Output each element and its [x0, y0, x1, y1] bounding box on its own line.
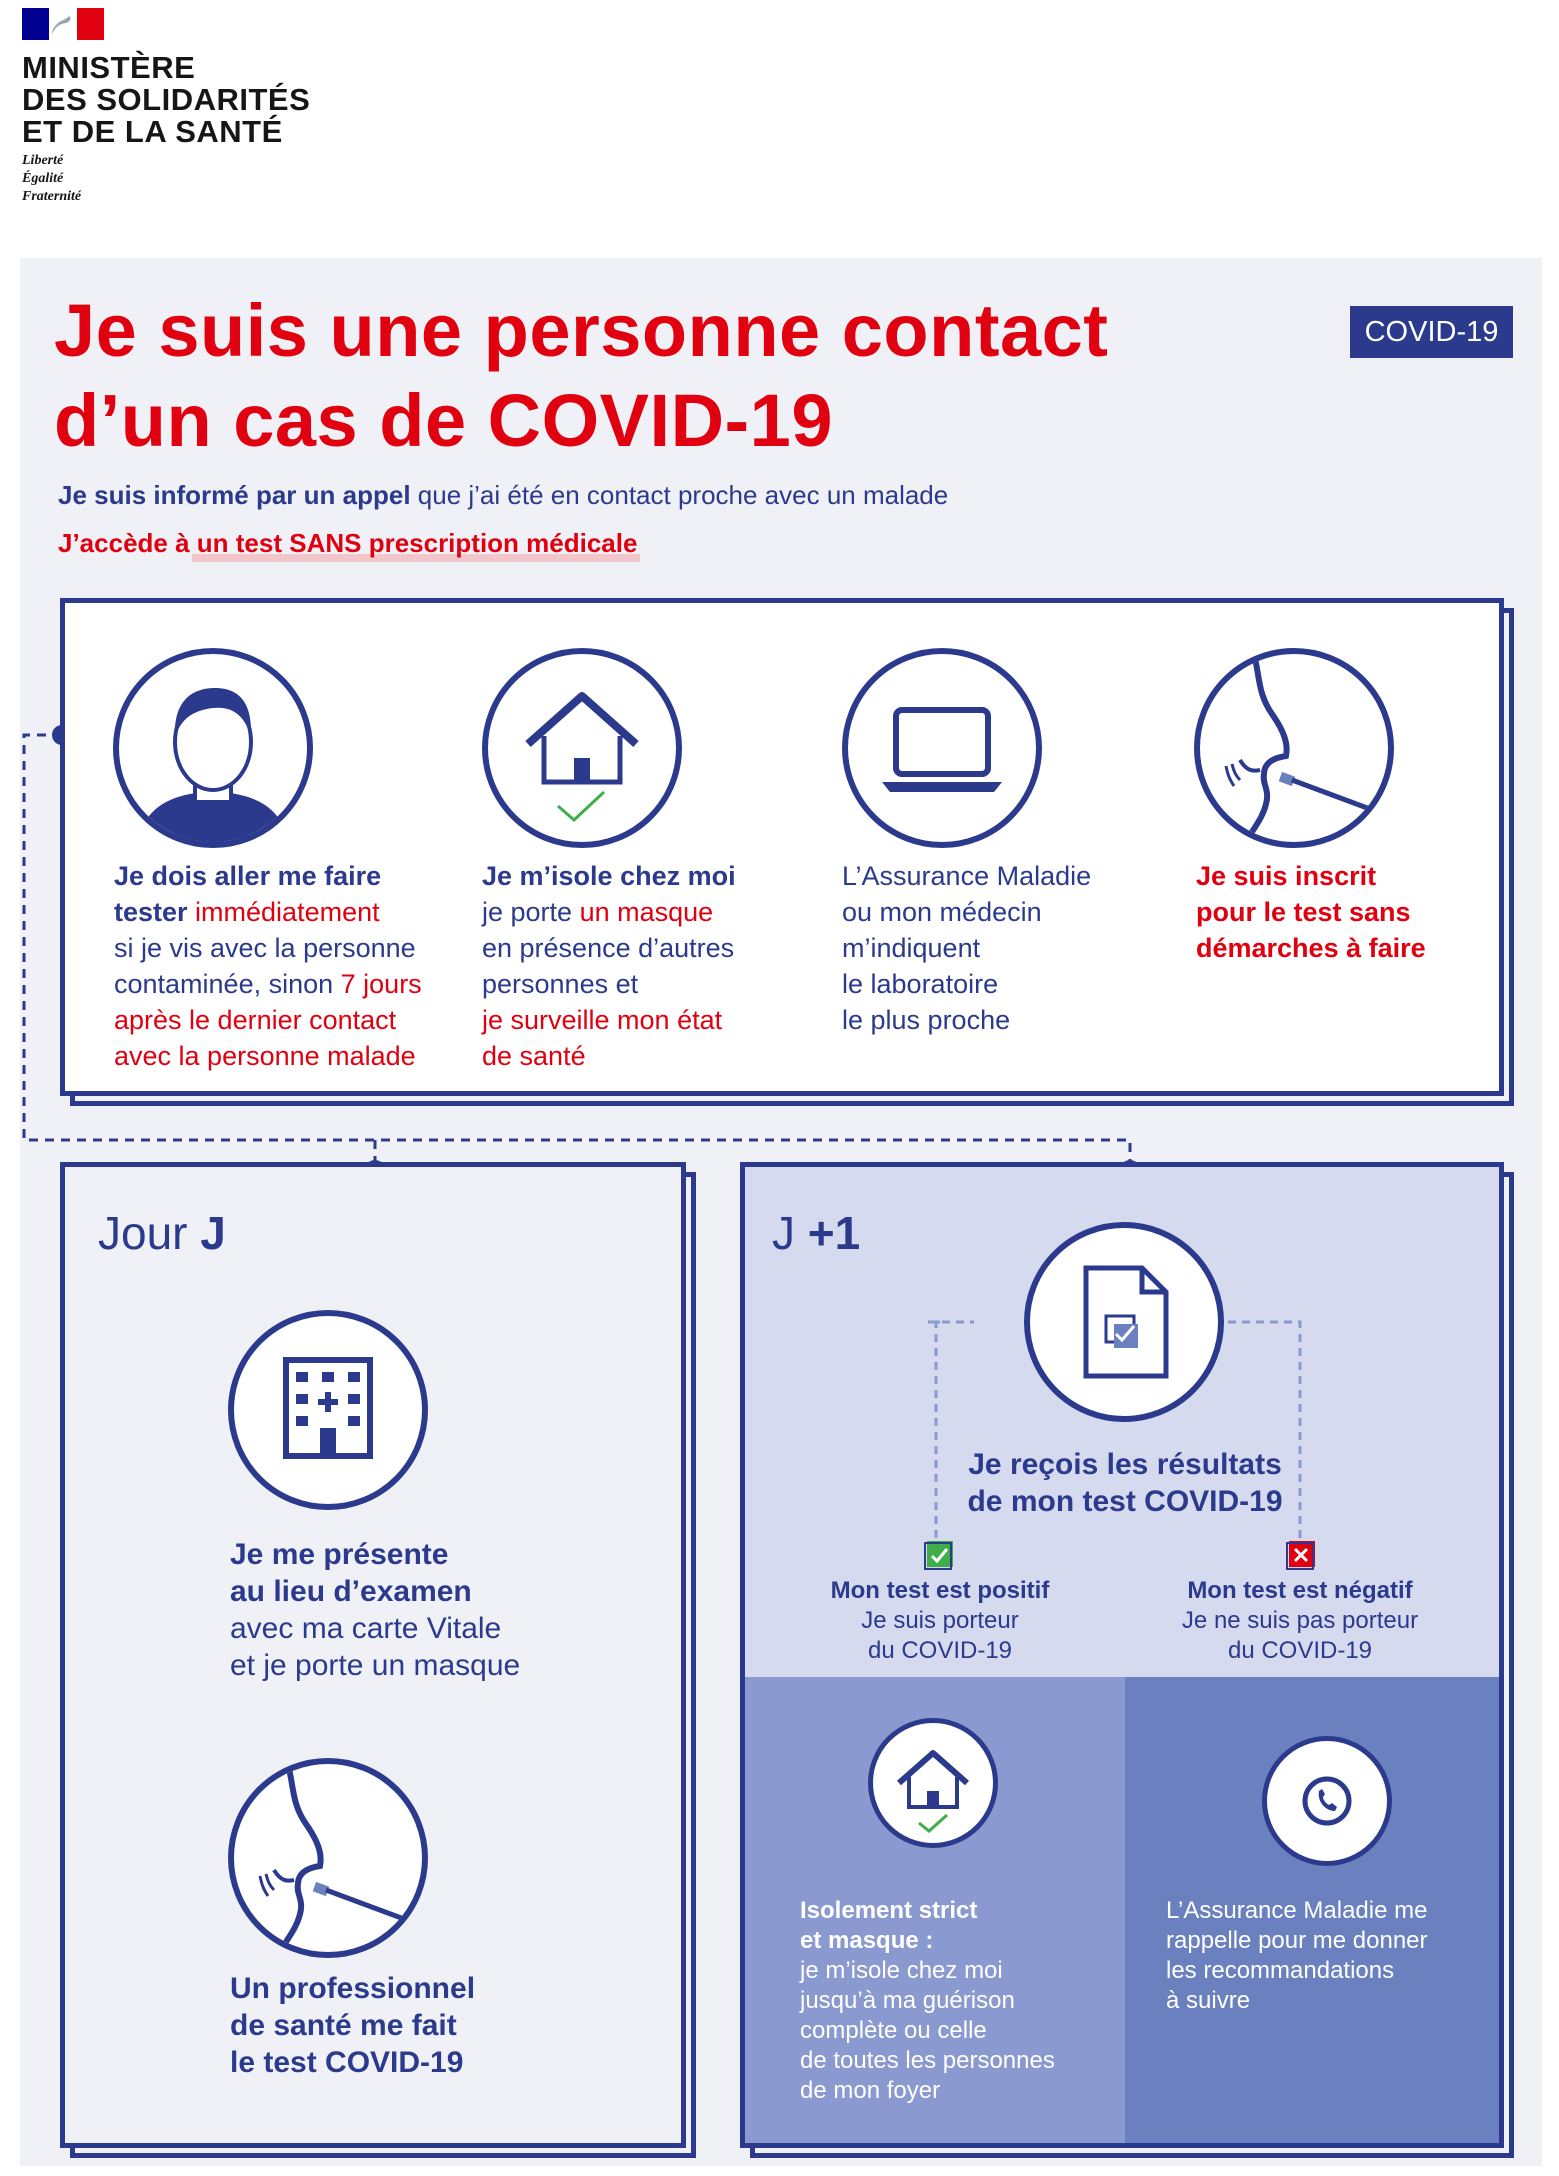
intro-line-1-bold: Je suis informé par un appel — [58, 480, 411, 510]
isolation-line-7: de mon foyer — [800, 2077, 941, 2104]
ministry-name-line-2: DES SOLIDARITÉS — [22, 82, 311, 117]
covid-tag: COVID-19 — [1350, 306, 1513, 358]
step-4-line-2: pour le test sans — [1196, 897, 1411, 927]
positive-result-text — [810, 1576, 1070, 1666]
isolation-line-6: de toutes les personnes — [800, 2047, 1055, 2074]
step-2-line-1: Je m’isole chez moi — [482, 861, 736, 891]
negative-title: Mon test est négatif — [1187, 1577, 1413, 1604]
exam-line-4: et je porte un masque — [230, 1649, 521, 1682]
step-1-line-2: tester immédiatement — [114, 897, 380, 927]
exam-line-1: Je me présente — [230, 1538, 449, 1571]
step-3-line-3: m’indiquent — [842, 933, 981, 963]
step-2-text — [482, 858, 812, 1074]
exam-line-3: avec ma carte Vitale — [230, 1612, 502, 1645]
negative-result-text — [1170, 1576, 1430, 1666]
step-4-text — [1196, 858, 1496, 966]
step-1-line-1: Je dois aller me faire — [114, 861, 382, 891]
professional-test-text — [230, 1970, 670, 2081]
negative-cross-icon — [1286, 1540, 1316, 1570]
motto-fraternite: Fraternité — [22, 189, 82, 204]
step-2-line-2: je porte un masque — [482, 897, 714, 927]
step-3-text — [842, 858, 1172, 1038]
callback-line-4: à suivre — [1166, 1987, 1251, 2014]
step-3-line-5: le plus proche — [842, 1005, 1011, 1035]
step-1-line-4: contaminée, sinon 7 jours — [114, 969, 422, 999]
callback-text — [1166, 1896, 1496, 2016]
positive-line-2: du COVID-19 — [867, 1637, 1013, 1664]
positive-line-1: Je suis porteur — [861, 1607, 1019, 1634]
isolation-line-2: et masque : — [800, 1927, 934, 1954]
day-j1-title: J +1 — [772, 1207, 861, 1259]
negative-line-2: du COVID-19 — [1227, 1637, 1373, 1664]
isolation-line-4: jusqu’à ma guérison — [800, 1987, 1015, 2014]
isolation-text — [800, 1896, 1130, 2106]
ministry-name-line-1: MINISTÈRE — [22, 50, 196, 85]
house-check-icon-2 — [868, 1718, 998, 1848]
professional-line-1: Un professionnel — [230, 1972, 476, 2005]
house-check-icon — [482, 648, 682, 848]
ministry-name-line-3: ET DE LA SANTÉ — [22, 114, 283, 149]
step-3-line-2: ou mon médecin — [842, 897, 1042, 927]
nasal-swab-icon-2 — [228, 1758, 428, 1958]
results-line-1: Je reçois les résultats — [968, 1448, 1282, 1481]
isolation-line-3: je m’isole chez moi — [800, 1957, 1003, 1984]
intro-line-1 — [58, 482, 948, 508]
callback-line-1: L’Assurance Maladie me — [1166, 1897, 1428, 1924]
professional-line-3: le test COVID-19 — [230, 2046, 464, 2079]
person-icon — [113, 648, 313, 848]
step-4-line-1: Je suis inscrit — [1196, 861, 1377, 891]
intro-line-2-a: J’accède à — [58, 528, 197, 558]
callback-line-2: rappelle pour me donner — [1166, 1927, 1428, 1954]
step-2-line-3: en présence d’autres — [482, 933, 735, 963]
republic-logo-icon — [22, 8, 104, 40]
laptop-icon — [842, 648, 1042, 848]
step-2-line-4: personnes et — [482, 969, 639, 999]
step-3-line-4: le laboratoire — [842, 969, 999, 999]
document-check-icon — [1024, 1222, 1224, 1422]
motto-liberte: Liberté — [22, 153, 64, 168]
building-icon — [228, 1310, 428, 1510]
step-1-line-5: après le dernier contact — [114, 1005, 397, 1035]
motto-egalite: Égalité — [22, 171, 64, 186]
page-title-line-1: Je suis une personne contact — [54, 289, 1109, 372]
step-4-line-3: démarches à faire — [1196, 933, 1426, 963]
negative-line-1: Je ne suis pas porteur — [1181, 1607, 1419, 1634]
nasal-swab-icon — [1194, 648, 1394, 848]
exam-line-2: au lieu d’examen — [230, 1575, 472, 1608]
step-2-line-5: je surveille mon état — [482, 1005, 723, 1035]
professional-line-2: de santé me fait — [230, 2009, 457, 2042]
step-1-line-3: si je vis avec la personne — [114, 933, 416, 963]
page-title-line-2: d’un cas de COVID-19 — [54, 379, 833, 462]
intro-line-2-b: un test SANS prescription médicale — [196, 528, 638, 558]
isolation-line-1: Isolement strict — [800, 1897, 978, 1924]
step-1-line-6: avec la personne malade — [114, 1041, 416, 1071]
intro-line-2 — [58, 530, 637, 556]
step-2-line-6: de santé — [482, 1041, 586, 1071]
step-1-text — [114, 858, 444, 1074]
step-3-line-1: L’Assurance Maladie — [842, 861, 1092, 891]
day-j-title: Jour J — [98, 1207, 226, 1259]
callback-line-3: les recommandations — [1166, 1957, 1395, 1984]
positive-title: Mon test est positif — [830, 1577, 1050, 1604]
intro-line-1-rest: que j’ai été en contact proche avec un malade — [410, 480, 949, 510]
exam-text — [230, 1536, 670, 1684]
positive-check-icon — [924, 1540, 954, 1570]
results-text — [940, 1446, 1310, 1520]
phone-icon — [1262, 1736, 1392, 1866]
results-line-2: de mon test COVID-19 — [967, 1485, 1283, 1518]
isolation-line-5: complète ou celle — [800, 2017, 987, 2044]
